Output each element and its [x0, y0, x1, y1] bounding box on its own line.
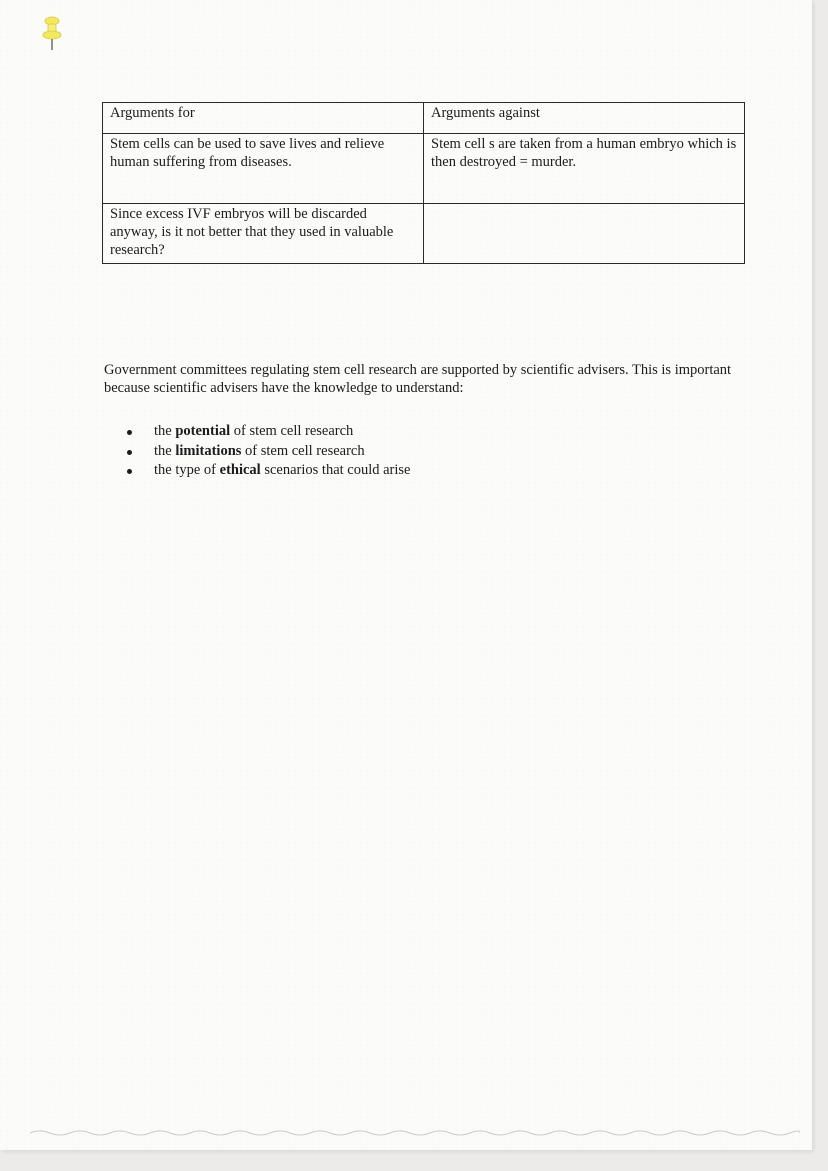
arguments-table [102, 102, 745, 264]
table-header-row [103, 103, 745, 134]
table-row [103, 204, 745, 264]
pushpin-icon [40, 16, 64, 52]
advisers-paragraph: Government committees regulating stem cell research are supported by scientific advisers. This is important because scientific advisers have the knowledge to understand: [104, 362, 732, 396]
bullet-emphasis: potential [175, 423, 231, 439]
header-arguments-against: Arguments against [424, 103, 745, 134]
bullet-emphasis: limitations [175, 442, 242, 459]
list-item [124, 442, 411, 462]
torn-paper-edge [30, 1128, 800, 1138]
table-cell [424, 204, 745, 264]
bullet-text: the type of [154, 462, 220, 478]
bullet-text: of stem cell research [241, 442, 365, 459]
bullet-list [124, 422, 411, 481]
table-cell: Since excess IVF embryos will be discarded anyway, is it not better that they used in valuable research? [103, 204, 424, 264]
bullet-text: of stem cell research [230, 423, 354, 439]
list-item [124, 461, 411, 481]
bullet-text: the [154, 442, 176, 459]
list-item [124, 422, 411, 442]
bullet-emphasis: ethical [219, 462, 261, 478]
table-row [103, 134, 745, 204]
table-cell: Stem cells can be used to save lives and relieve human suffering from diseases. [103, 134, 424, 204]
bullet-text: scenarios that could arise [260, 462, 411, 478]
table-cell: Stem cell s are taken from a human embryo which is then destroyed = murder. [424, 134, 745, 204]
header-arguments-for: Arguments for [103, 103, 424, 134]
bullet-text: the [154, 423, 176, 439]
